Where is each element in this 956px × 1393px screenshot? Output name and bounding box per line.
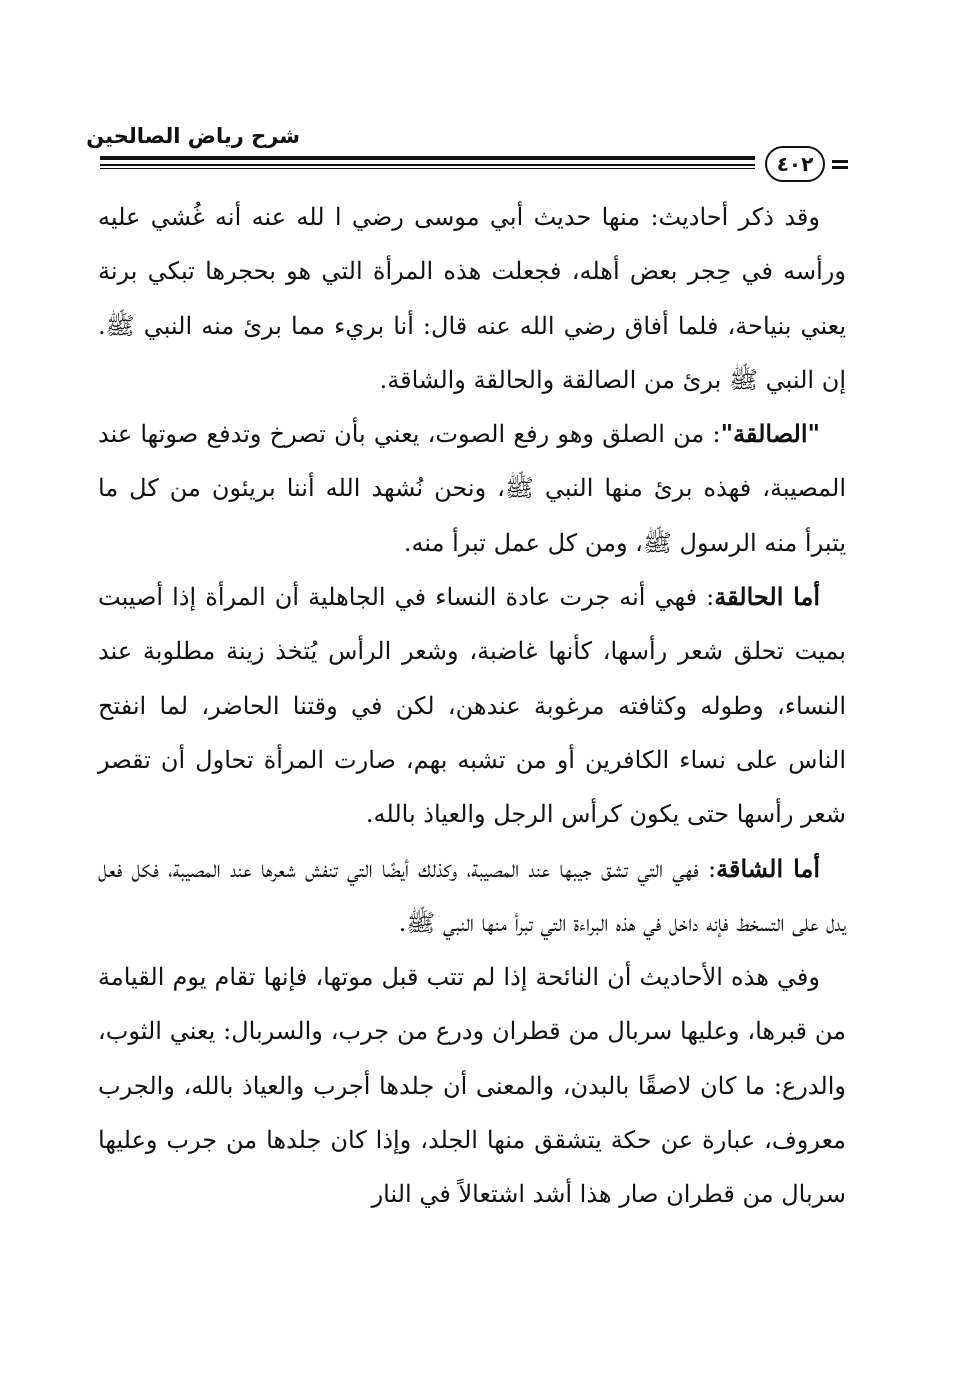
paragraph-text: وفي هذه الأحاديث أن النائحة إذا لم تتب قبل موتها، فإنها تقام يوم القيامة من قبرها، وعليها سربال من قطران ودرع من جرب، والسربال: يعني الثوب، والدرع: ما كان لاصقًا بالبدن، والمعنى أن جلدها أجرب والعياذ بالله، والجرب معروف، عبارة عن حكة يتشقق منها الجلد، وإذا كان جلدها من جرب وعليها سربال من قطران صار هذا أشد اشتعالاً في النار — [98, 963, 846, 1209]
paragraph-shaqqa — [98, 842, 846, 951]
book-title: شرح رياض الصالحين — [86, 124, 300, 148]
paragraph-abu-musa — [98, 190, 846, 407]
paragraph-text: وقد ذكر أحاديث: منها حديث أبي موسى رضي ا لله عنه أنه غُشي عليه ورأسه في حِجر بعض أهله، فجعلت هذه المرأة التي هو بحجرها تبكي برنة يعني بنياحة، فلما أفاق رضي الله عنه قال: أنا بريء مما برئ منه النبي ﷺ. إن النبي ﷺ برئ من الصالقة والحالقة والشاقة. — [98, 203, 846, 394]
header-rule-thin — [100, 164, 755, 166]
paragraph-naiha — [98, 950, 846, 1221]
header-rule-thick — [100, 156, 755, 160]
header-rule-thin-lower — [100, 168, 755, 169]
header-edge-marker — [832, 160, 848, 163]
header-edge-marker-lower — [832, 166, 848, 169]
paragraph-salqa — [98, 407, 846, 570]
paragraph-term: أما الحالقة — [714, 582, 821, 612]
paragraph-term: أما الشاقة — [716, 853, 821, 883]
paragraph-text: : فهي أنه جرت عادة النساء في الجاهلية أن المرأة إذا أصيبت بميت تحلق شعر رأسها، كأنها غاضبة، وشعر الرأس يُتخذ زينة مطلوبة عند النساء، وطوله وكثافته مرغوبة عندهن، لكن في وقتنا الحاضر، لما انفتح الناس على نساء الكافرين أو من تشبه بهم، صارت المرأة تحاول أن تقصر شعر رأسها حتى يكون كرأس الرجل والعياذ بالله. — [98, 583, 846, 829]
paragraph-haliqa — [98, 570, 846, 841]
paragraph-text: : فهي التي تشق جيبها عند المصيبة، وكذلك أيضًا التي تنفش شعرها عند المصيبة، فكل فعل يدل على التسخط فإنه داخل في هذه البراءة التي تبرأ منها النبي ﷺ. — [98, 854, 846, 937]
paragraph-term: "الصالقة" — [720, 419, 820, 449]
page-number: ٤٠٢ — [765, 146, 825, 182]
paragraph-text: : من الصلق وهو رفع الصوت، يعني بأن تصرخ وتدفع صوتها عند المصيبة، فهذه برئ منها النبي ﷺ، ونحن نُشهد الله أننا بريئون من كل ما يتبرأ منه الرسول ﷺ، ومن كل عمل تبرأ منه. — [98, 420, 846, 557]
main-text — [98, 190, 846, 1222]
